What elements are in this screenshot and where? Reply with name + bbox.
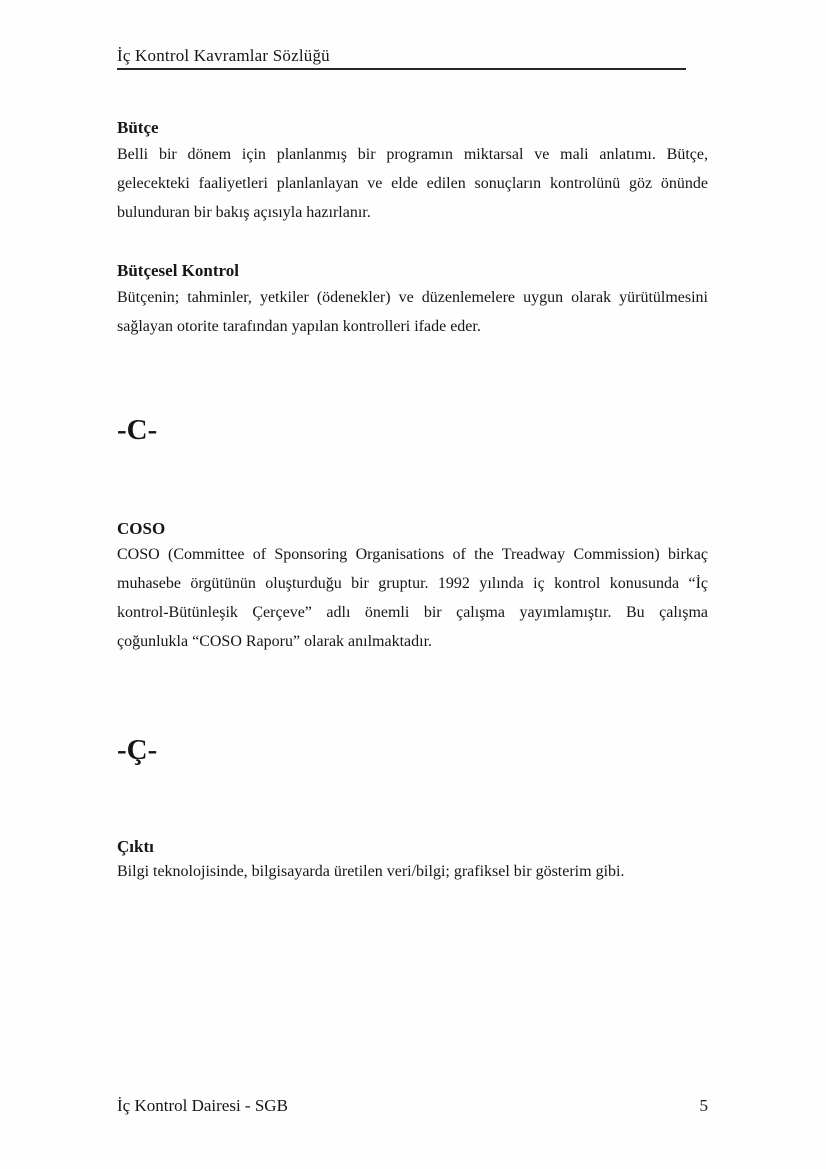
footer-department-label: İç Kontrol Dairesi - SGB [117,1096,288,1115]
definition-line: bulunduran bir bakış açısıyla hazırlanır. [117,204,371,221]
glossary-definition-butcesel-kontrol [117,283,708,341]
glossary-definition-butce [117,140,708,227]
glossary-term-coso: COSO [117,519,166,538]
definition-line: sağlayan otorite tarafından yapılan kontrolleri ifade eder. [117,318,481,335]
definition-line: Bütçenin; tahminler, yetkiler (ödenekler) ve düzenlemelere uygun olarak yürütülmesini [117,289,708,306]
letter-section-heading-c: -C- [117,414,158,446]
glossary-term-butcesel-kontrol: Bütçesel Kontrol [117,261,239,280]
definition-line: Bilgi teknolojisinde, bilgisayarda üretilen veri/bilgi; grafiksel bir gösterim gibi. [117,863,625,880]
definition-line: kontrol-Bütünleşik Çerçeve” adlı önemli bir çalışma yayımlamıştır. Bu çalışma [117,604,708,621]
glossary-definition-coso [117,540,708,656]
glossary-definition-cikti [117,857,708,886]
footer-page-number: 5 [699,1096,708,1115]
definition-line: Belli bir dönem için planlanmış bir programın miktarsal ve mali anlatımı. Bütçe, [117,146,708,163]
definition-line: COSO (Committee of Sponsoring Organisations of the Treadway Commission) birkaç [117,546,708,563]
letter-section-heading-c-cedilla: -Ç- [117,734,158,766]
glossary-term-cikti: Çıktı [117,837,154,856]
definition-line: çoğunlukla “COSO Raporu” olarak anılmaktadır. [117,633,433,650]
definition-line: gelecekteki faaliyetleri planlanlayan ve elde edilen sonuçların kontrolünü göz önünde [117,175,708,192]
definition-line: muhasebe örgütünün oluşturduğu bir gruptur. 1992 yılında iç kontrol konusunda “İç [117,575,708,592]
header-rule [117,68,686,70]
page-footer [117,1095,708,1117]
page-header-title: İç Kontrol Kavramlar Sözlüğü [117,46,330,65]
glossary-term-butce: Bütçe [117,118,159,137]
